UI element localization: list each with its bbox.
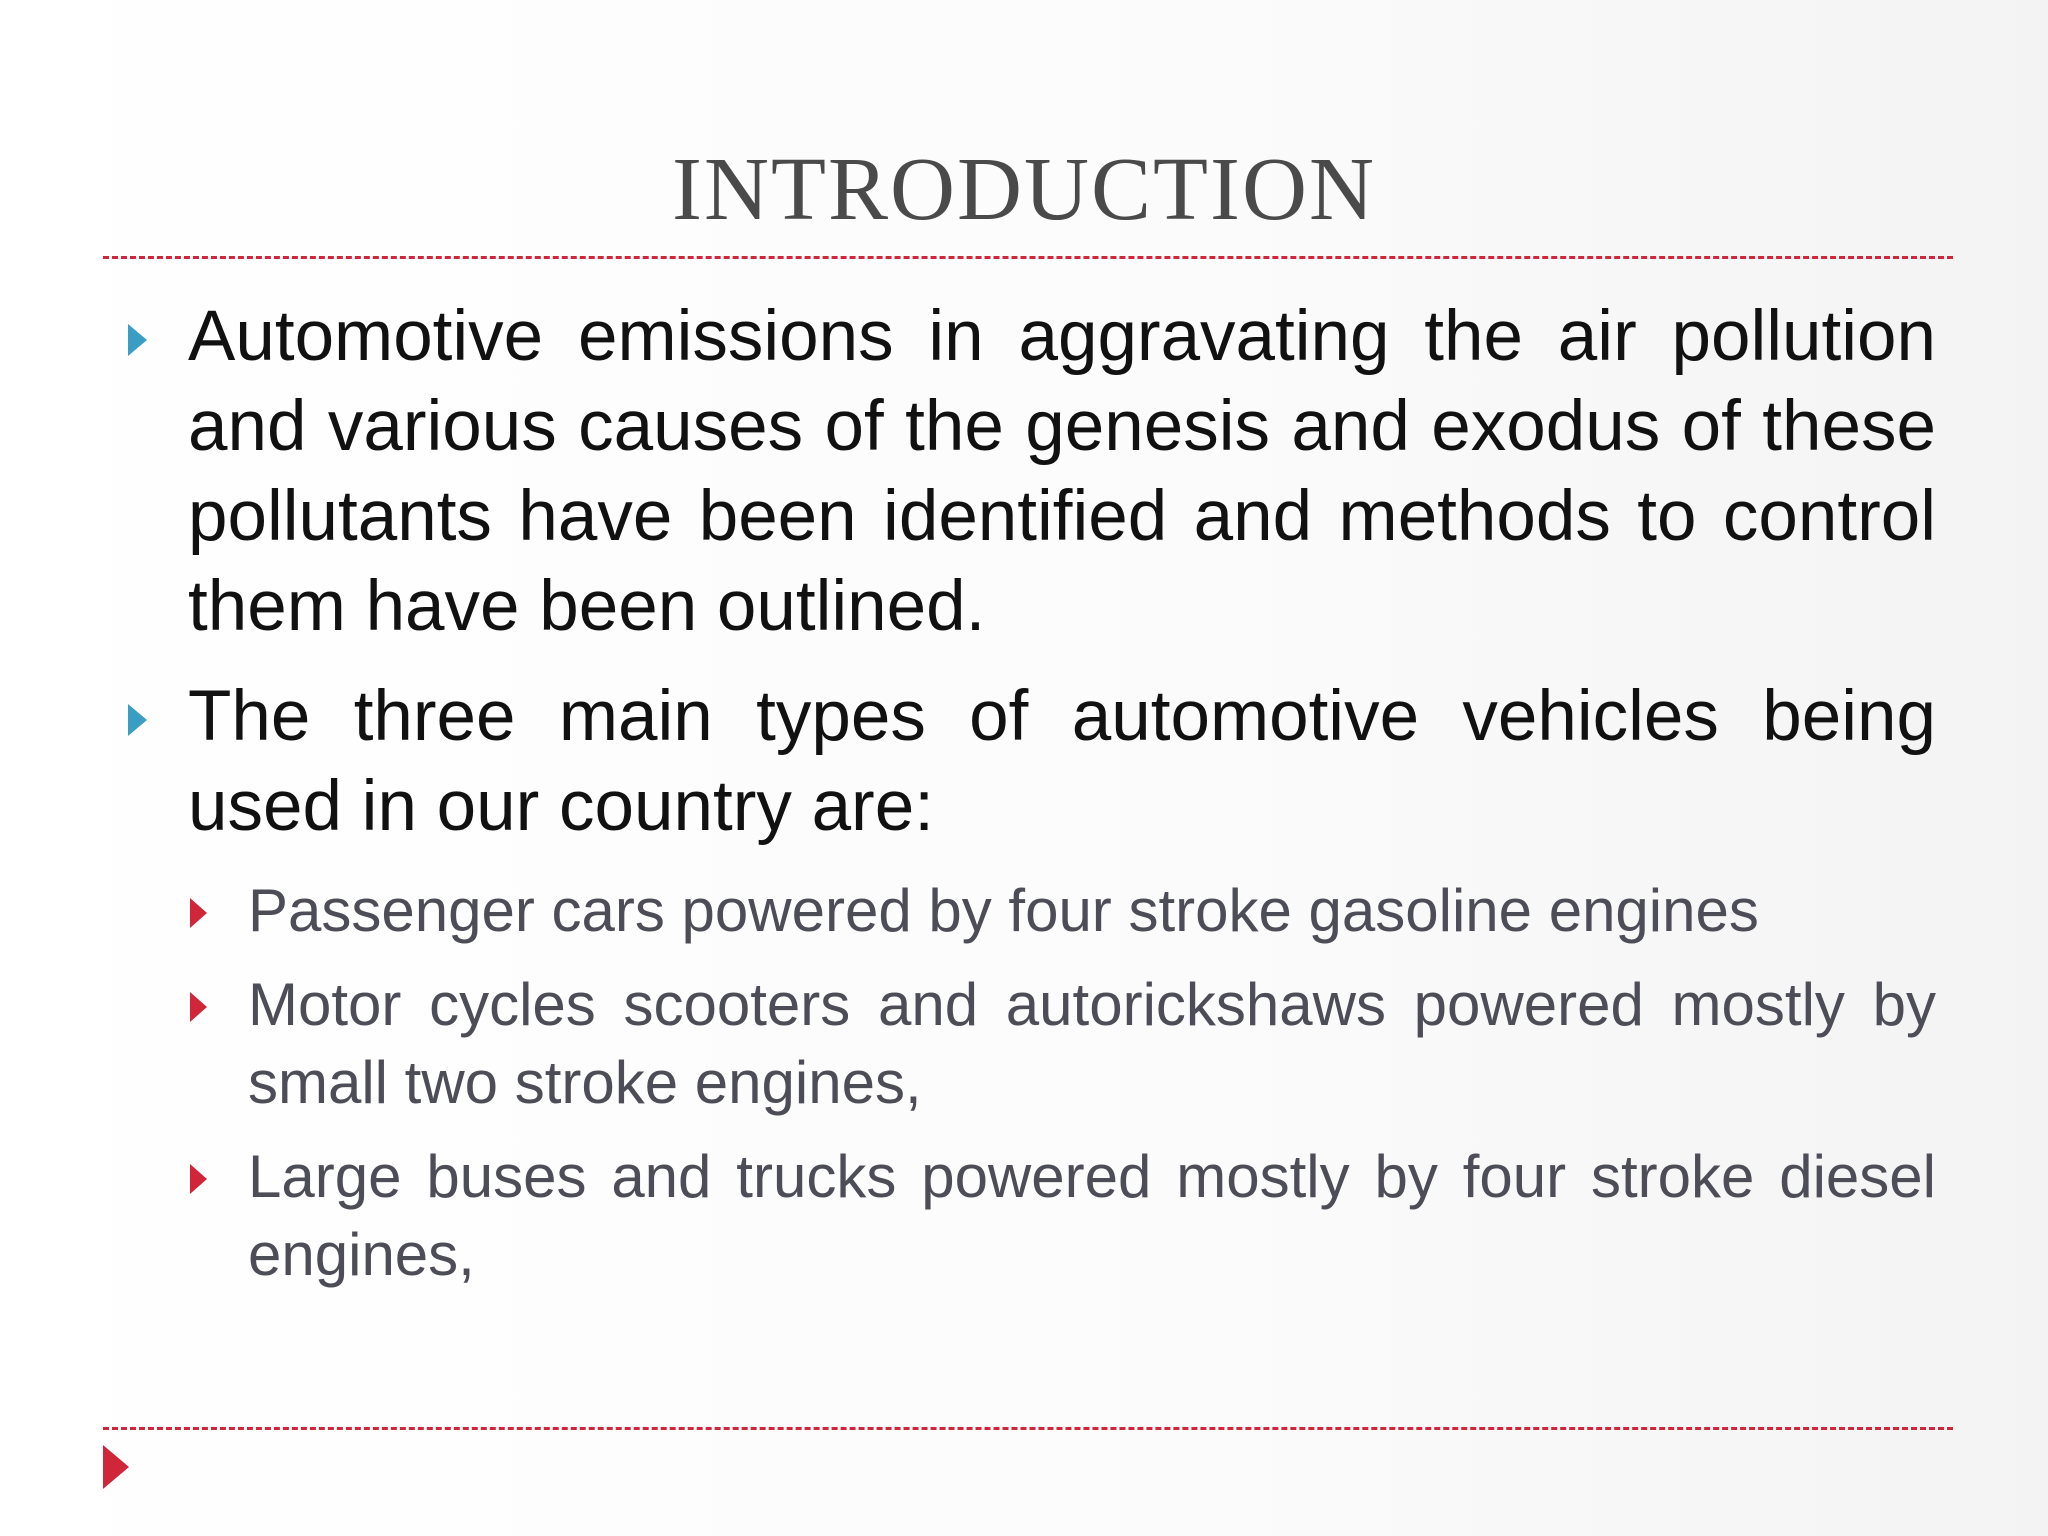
triangle-bullet-icon [190, 1164, 207, 1194]
bullet-item [128, 292, 1936, 652]
sub-bullet-item [188, 872, 1936, 950]
triangle-bullet-icon [128, 324, 147, 356]
sub-bullet-text: Passenger cars powered by four stroke gasoline engines [248, 877, 1759, 944]
bullet-item [128, 672, 1936, 852]
triangle-bullet-icon [190, 992, 207, 1022]
sub-bullet-text: Motor cycles scooters and autorickshaws powered mostly by small two stroke engines, [248, 971, 1936, 1116]
triangle-bullet-icon [128, 704, 147, 736]
bullet-text: Automotive emissions in aggravating the air pollution and various causes of the genesis and exodus of these pollutants have been identified and methods to control them have been outlined. [188, 297, 1936, 646]
slide-content [128, 292, 1936, 1310]
triangle-bullet-icon [190, 898, 207, 928]
bottom-divider [103, 1427, 1953, 1430]
bullet-text: The three main types of automotive vehicles being used in our country are: [188, 677, 1936, 846]
sub-bullet-text: Large buses and trucks powered mostly by four stroke diesel engines, [248, 1143, 1936, 1288]
sub-bullet-item [188, 1138, 1936, 1294]
slide-title: INTRODUCTION [672, 140, 1376, 239]
corner-arrow-icon [103, 1445, 129, 1489]
top-divider [103, 256, 1953, 259]
sub-bullet-list [188, 872, 1936, 1294]
sub-bullet-item [188, 966, 1936, 1122]
